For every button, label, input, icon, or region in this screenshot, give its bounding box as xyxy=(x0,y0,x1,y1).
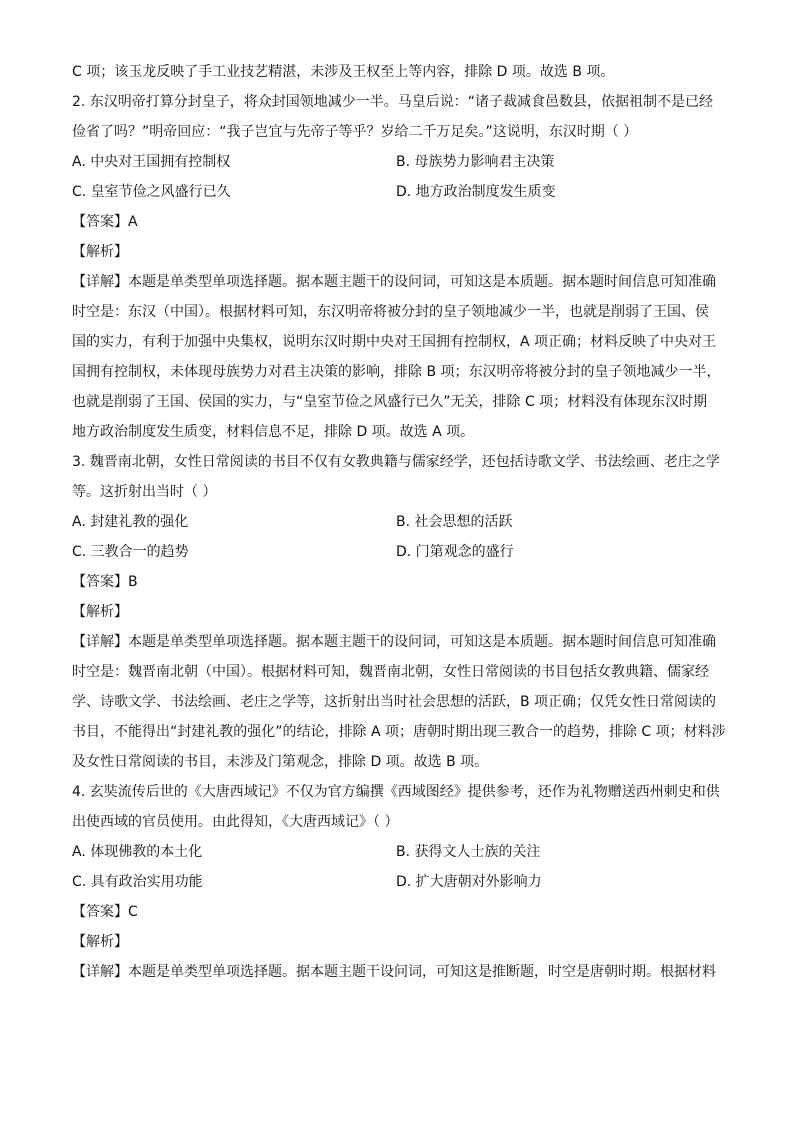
explanation-line: 地方政治制度发生质变，材料信息不足，排除 D 项。故选 A 项。 xyxy=(72,424,475,440)
option-b: B. 社会思想的活跃 xyxy=(396,514,513,530)
question-4-stem: 4. 玄奘流传后世的《大唐西域记》不仅为官方编撰《西域图经》提供参考，还作为礼物赠送西州刺史和供 xyxy=(72,784,720,800)
answer-label: 【答案】A xyxy=(72,214,138,230)
option-a: A. 封建礼教的强化 xyxy=(72,514,189,530)
question-3-stem: 等。这折射出当时（ ） xyxy=(72,484,217,500)
explanation-line: 及女性日常阅读的书目，未涉及门第观念，排除 D 项。故选 B 项。 xyxy=(72,754,489,770)
explanation-line: 也就是削弱了王国、侯国的实力，与“皇室节俭之风盛行已久”无关，排除 C 项；材料没有体现东汉时期 xyxy=(72,394,708,410)
question-4-stem: 出使西域的官员使用。由此得知，《大唐西域记》（ ） xyxy=(72,814,399,830)
question-2-options xyxy=(72,182,726,212)
explanation-line: 【详解】本题是单类型单项选择题。据本题主题干设问词，可知这是推断题，时空是唐朝时期。根据材料 xyxy=(72,964,716,980)
question-4-options xyxy=(72,842,726,872)
option-c: C. 具有政治实用功能 xyxy=(72,874,203,890)
explanation-line: 学、诗歌文学、书法绘画、老庄之学等，这折射出当时社会思想的活跃，B 项正确；仅凭女性日常阅读的 xyxy=(72,694,717,710)
question-4-options xyxy=(72,872,726,902)
text-line: C 项；该玉龙反映了手工业技艺精湛，未涉及王权至上等内容，排除 D 项。故选 B 项。 xyxy=(72,64,615,80)
explanation-line: 时空是：魏晋南北朝（中国）。根据材料可知，魏晋南北朝，女性日常阅读的书目包括女教典籍、儒家经 xyxy=(72,664,709,680)
option-c: C. 皇室节俭之风盛行已久 xyxy=(72,184,231,200)
explanation-line: 【详解】本题是单类型单项选择题。据本题主题干的设问词，可知这是本质题。据本题时间信息可知准确 xyxy=(72,634,716,650)
question-3-stem: 3. 魏晋南北朝，女性日常阅读的书目不仅有女教典籍与儒家经学，还包括诗歌文学、书法绘画、老庄之学 xyxy=(72,454,720,470)
option-d: D. 扩大唐朝对外影响力 xyxy=(396,874,542,890)
question-3-options xyxy=(72,542,726,572)
document-page xyxy=(72,62,726,992)
answer-label: 【答案】B xyxy=(72,574,138,590)
option-d: D. 地方政治制度发生质变 xyxy=(396,184,556,200)
question-2-options xyxy=(72,152,726,182)
explanation-line: 书目，不能得出“封建礼教的强化”的结论，排除 A 项；唐朝时期出现三教合一的趋势，排除 C 项；材料涉 xyxy=(72,724,726,740)
question-2-stem: 俭省了吗？”明帝回应：“我子岂宜与先帝子等乎？岁给二千万足矣。”这说明，东汉时期（ ） xyxy=(72,124,638,140)
option-c: C. 三教合一的趋势 xyxy=(72,544,189,560)
question-3-options xyxy=(72,512,726,542)
answer-label: 【答案】C xyxy=(72,904,138,920)
option-b: B. 母族势力影响君主决策 xyxy=(396,154,555,170)
explanation-line: 时空是：东汉（中国）。根据材料可知，东汉明帝将被分封的皇子领地减少一半，也就是削弱了王国、侯 xyxy=(72,304,709,320)
explanation-line: 国拥有控制权，未体现母族势力对君主决策的影响，排除 B 项；东汉明帝将被分封的皇子领地减少一半， xyxy=(72,364,721,380)
explanation-line: 【详解】本题是单类型单项选择题。据本题主题干的设问词，可知这是本质题。据本题时间信息可知准确 xyxy=(72,274,716,290)
option-b: B. 获得文人士族的关注 xyxy=(396,844,541,860)
analysis-label: 【解析】 xyxy=(72,934,128,950)
question-2-stem: 2. 东汉明帝打算分封皇子，将众封国领地减少一半。马皇后说：“诸子裁减食邑数县，依据祖制不是已经 xyxy=(72,94,714,110)
explanation-line: 国的实力，有利于加强中央集权，说明东汉时期中央对王国拥有控制权，A 项正确；材料反映了中央对王 xyxy=(72,334,717,350)
option-a: A. 体现佛教的本土化 xyxy=(72,844,203,860)
analysis-label: 【解析】 xyxy=(72,244,128,260)
option-d: D. 门第观念的盛行 xyxy=(396,544,514,560)
analysis-label: 【解析】 xyxy=(72,604,128,620)
option-a: A. 中央对王国拥有控制权 xyxy=(72,154,231,170)
